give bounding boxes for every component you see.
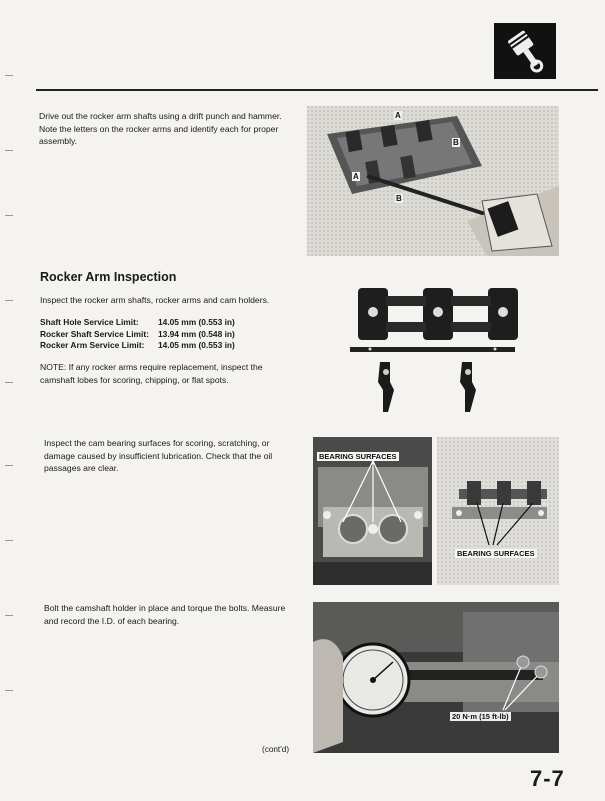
rocker-arm-removal-photo (307, 106, 559, 256)
shaft-removal-instruction: Drive out the rocker arm shafts using a drift punch and hammer. Note the letters on the rocker arms and identify each for proper assembly. (39, 111, 282, 147)
page-number: 7-7 (530, 766, 565, 791)
spec-row: Shaft Hole Service Limit: 14.05 mm (0.553 in) (40, 317, 235, 327)
margin-mark (5, 690, 13, 691)
head-bearing-surfaces-photo (313, 437, 432, 585)
camshaft-holder-instruction: Bolt the camshaft holder in place and torque the bolts. Measure and record the I.D. of each bearing. (44, 603, 286, 626)
bearing-surfaces-label: BEARING SURFACES (457, 549, 535, 558)
continued-marker: (cont'd) (262, 745, 290, 754)
inspection-intro: Inspect the rocker arm shafts, rocker arms and cam holders. (40, 295, 270, 305)
margin-mark (5, 382, 13, 383)
margin-mark (5, 150, 13, 151)
arm-letter-a-label: A (353, 172, 359, 181)
rocker-arm-parts-illustration (350, 282, 520, 422)
section-heading: Rocker Arm Inspection (40, 270, 177, 284)
margin-mark (5, 300, 13, 301)
arm-letter-a-label: A (395, 111, 401, 120)
engine-piston-icon (494, 23, 556, 79)
section-tab-engine-icon (494, 23, 556, 79)
service-limit-specs (40, 317, 235, 352)
holder-bearing-surfaces-photo (437, 437, 559, 585)
margin-mark (5, 75, 13, 76)
bearing-surfaces-label: BEARING SURFACES (319, 452, 397, 461)
bearing-inspection-instruction: Inspect the cam bearing surfaces for scoring, scratching, or damage caused by insufficient lubrication. Check that the oil passages are clear. (44, 438, 273, 474)
margin-mark (5, 465, 13, 466)
arm-letter-b-label: B (453, 138, 459, 147)
bearing-measurement-photo (313, 602, 559, 753)
margin-mark (5, 615, 13, 616)
spec-row: Rocker Shaft Service Limit: 13.94 mm (0.548 in) (40, 328, 235, 339)
header-rule (36, 89, 598, 91)
arm-letter-b-label: B (396, 194, 402, 203)
replacement-note: NOTE: If any rocker arms require replacement, inspect the camshaft lobes for scoring, chipping, or flat spots. (40, 362, 263, 385)
margin-mark (5, 540, 13, 541)
torque-spec-label: 20 N·m (15 ft-lb) (452, 712, 509, 721)
spec-row: Rocker Arm Service Limit: 14.05 mm (0.553 in) (40, 340, 235, 350)
margin-mark (5, 215, 13, 216)
